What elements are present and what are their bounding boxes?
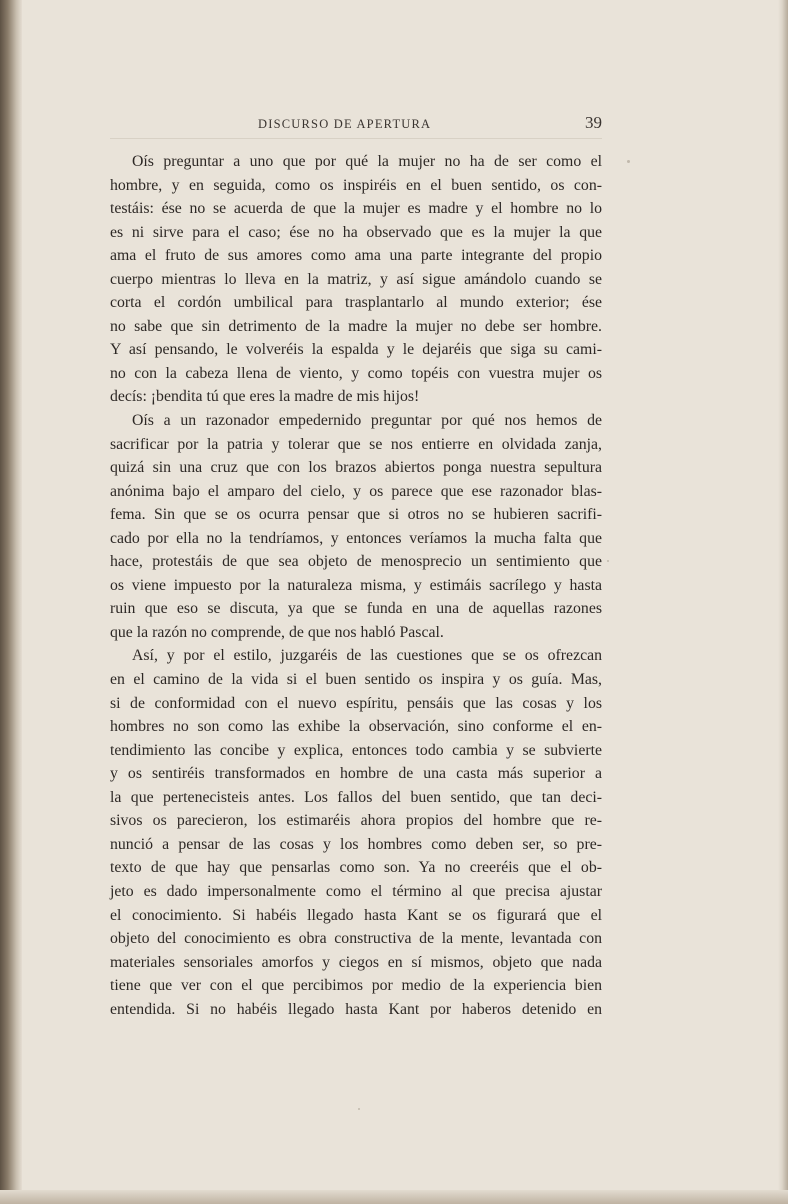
text-line: decís: ¡bendita tú que eres la madre de mis hijos! — [110, 388, 420, 406]
page-header — [110, 113, 602, 137]
text-line: no sabe que sin detrimento de la madre la mujer no debe ser hombre. — [110, 317, 602, 335]
text-line: ruin que eso se discuta, ya que se funda en una de aquellas razones — [110, 600, 602, 618]
text-line: hombres no son como las exhibe la observación, sino conforme el en- — [110, 718, 602, 736]
text-line: Oís preguntar a uno que por qué la mujer no ha de ser como el — [132, 153, 602, 170]
text-line: sivos os parecieron, los estimaréis ahora propios del hombre que re- — [110, 812, 602, 830]
text-line: testáis: ése no se acuerda de que la mujer es madre y el hombre no lo — [110, 200, 602, 218]
text-line: os viene impuesto por la naturaleza misma, y estimáis sacrílego y hasta — [110, 576, 602, 594]
text-line: si de conformidad con el nuevo espíritu, pensáis que las cosas y los — [110, 694, 602, 712]
page-number: 39 — [585, 113, 602, 132]
text-line: texto de que hay que pensarlas como son. Ya no creeréis que el ob- — [110, 859, 602, 877]
paper-speck — [607, 560, 609, 562]
text-line: corta el cordón umbilical para trasplantarlo al mundo exterior; ése — [110, 294, 602, 312]
text-line: tendimiento las concibe y explica, entonces todo cambia y se subvierte — [110, 741, 602, 759]
text-line: hombre, y en seguida, como os inspiréis en el buen sentido, os con- — [110, 176, 602, 194]
text-line: nunció a pensar de las cosas y los hombres como deben ser, so pre- — [110, 835, 602, 853]
text-line: el conocimiento. Si habéis llegado hasta Kant se os figurará que el — [110, 906, 602, 924]
text-line: objeto del conocimiento es obra constructiva de la mente, levantada con — [110, 930, 602, 948]
binding-shadow — [0, 0, 22, 1204]
text-line: entendida. Si no habéis llegado hasta Kant por haberos detenido en — [110, 1000, 602, 1018]
text-line: jeto es dado impersonalmente como el término al que precisa ajustar — [110, 882, 602, 900]
text-line: sacrificar por la patria y tolerar que se nos entierre en olvidada zanja, — [110, 435, 602, 453]
text-line: tiene que ver con el que percibimos por medio de la experiencia bien — [110, 977, 602, 995]
text-line: ama el fruto de sus amores como ama una parte integrante del propio — [110, 247, 602, 265]
text-line: no con la cabeza llena de viento, y como topéis con vuestra mujer os — [110, 364, 602, 382]
text-line: Oís a un razonador empedernido preguntar por qué nos hemos de — [132, 412, 602, 430]
text-line: Y así pensando, le volveréis la espalda y le dejaréis que siga su cami- — [110, 341, 602, 359]
text-line: quizá sin una cruz que con los brazos abiertos ponga nuestra sepultura — [110, 459, 602, 477]
text-line: cado por ella no la tendríamos, y entonces veríamos la mucha falta que — [110, 529, 602, 547]
text-line: anónima bajo el amparo del cielo, y os parece que ese razonador blas- — [110, 482, 602, 500]
text-line: y os sentiréis transformados en hombre de una casta más superior a — [110, 765, 602, 783]
text-line: hace, protestáis de que sea objeto de menosprecio un sentimiento que — [110, 553, 602, 571]
running-head: DISCURSO DE APERTURA — [258, 117, 432, 131]
page-right-edge — [778, 0, 788, 1204]
text-line: es ni sirve para el caso; ése no ha observado que es la mujer la que — [110, 223, 602, 241]
text-line: fema. Sin que se os ocurra pensar que si otros no se hubieren sacrifi- — [110, 506, 602, 524]
text-line: en el camino de la vida si el buen sentido os inspira y os guía. Mas, — [110, 671, 602, 689]
text-line: la que pertenecisteis antes. Los fallos del buen sentido, que tan deci- — [110, 788, 602, 806]
paper-speck — [358, 1108, 360, 1110]
text-line: cuerpo mientras lo lleva en la matriz, y así sigue amándolo cuando se — [110, 270, 602, 288]
paper-speck — [627, 160, 630, 163]
page-bottom-edge — [0, 1190, 788, 1204]
body-text — [110, 150, 602, 1021]
text-line: materiales sensoriales amorfos y ciegos en sí mismos, objeto que nada — [110, 953, 602, 971]
text-line: Así, y por el estilo, juzgaréis de las cuestiones que se os ofrezcan — [132, 647, 602, 665]
header-rule — [110, 138, 602, 139]
text-line: que la razón no comprende, de que nos habló Pascal. — [110, 623, 444, 641]
